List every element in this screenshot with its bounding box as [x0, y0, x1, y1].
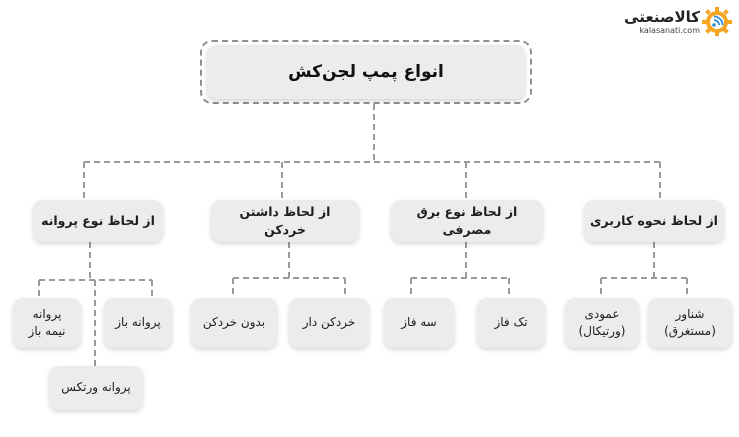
item-single-phase: تک فاز — [477, 298, 545, 348]
item-submersible: شناور (مستغرق) — [648, 298, 732, 348]
category-power: از لحاظ نوع برق مصرفی — [391, 200, 543, 242]
category-impeller: از لحاظ نوع پروانه — [33, 200, 163, 242]
category-shredder: از لحاظ داشتن خردکن — [211, 200, 359, 242]
item-three-phase: سه فاز — [384, 298, 454, 348]
item-open-impeller: پروانه باز — [104, 298, 172, 348]
root-node: انواع پمپ لجن‌کش — [207, 45, 525, 99]
item-vortex-impeller: پروانه ورتکس — [49, 366, 143, 410]
item-without-shredder: بدون خردکن — [191, 298, 277, 348]
item-vertical: عمودی (ورتیکال) — [565, 298, 639, 348]
category-usage: از لحاظ نحوه کاربری — [584, 200, 724, 242]
gear-wifi-icon — [702, 6, 732, 36]
brand-url: kalasanati.com — [639, 26, 700, 35]
brand-logo — [624, 6, 734, 36]
item-semi-open-impeller: پروانه نیمه باز — [13, 298, 81, 348]
brand-name: کالاصنعتی — [624, 8, 700, 26]
item-with-shredder: خردکن دار — [289, 298, 369, 348]
